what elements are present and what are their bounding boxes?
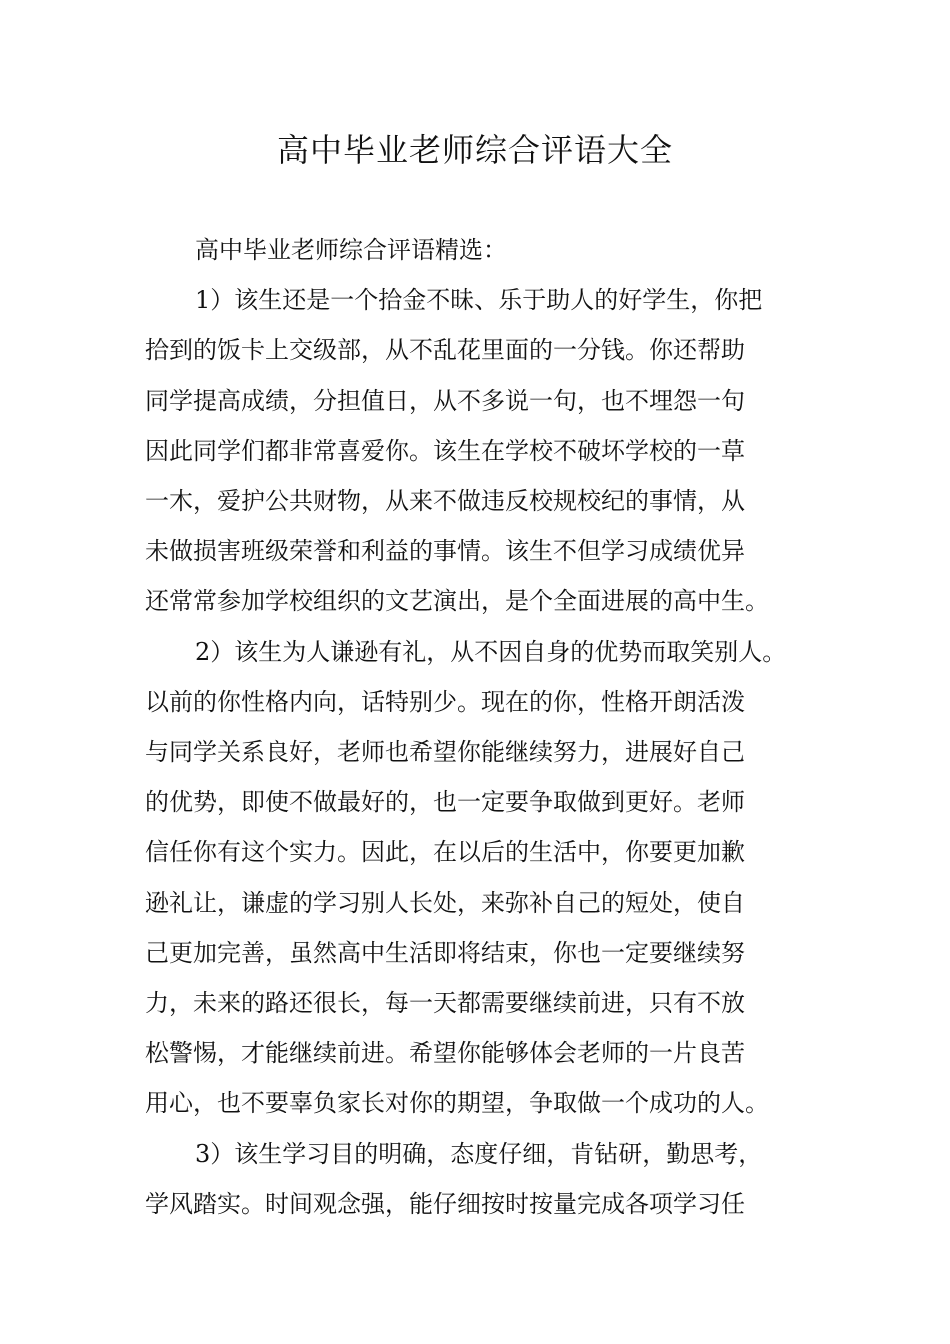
text-line: 与同学关系良好，老师也希望你能继续努力，进展好自己 — [145, 738, 745, 767]
page-title: 高中毕业老师综合评语大全 — [276, 131, 673, 169]
paragraph-2 — [145, 627, 825, 1129]
text-line: 1）该生还是一个拾金不昧、乐于助人的好学生，你把 — [195, 286, 763, 315]
text-line: 2）该生为人谦逊有礼，从不因自身的优势而取笑别人。 — [195, 637, 787, 666]
text-line: 力，未来的路还很长，每一天都需要继续前进，只有不放 — [145, 989, 745, 1018]
text-line: 拾到的饭卡上交级部，从不乱花里面的一分钱。你还帮助 — [145, 336, 745, 365]
text-line: 逊礼让，谦虚的学习别人长处，来弥补自己的短处，使自 — [145, 888, 745, 917]
text-line: 己更加完善，虽然高中生活即将结束，你也一定要继续努 — [145, 938, 745, 967]
intro-line: 高中毕业老师综合评语精选： — [195, 236, 507, 264]
text-line: 用心，也不要辜负家长对你的期望，争取做一个成功的人。 — [145, 1089, 769, 1118]
text-line: 因此同学们都非常喜爱你。该生在学校不破坏学校的一草 — [145, 436, 745, 465]
text-line: 松警惕，才能继续前进。希望你能够体会老师的一片良苦 — [145, 1039, 745, 1068]
paragraph-1 — [145, 275, 825, 626]
text-line: 还常常参加学校组织的文艺演出，是个全面进展的高中生。 — [145, 587, 769, 616]
text-line: 的优势，即使不做最好的，也一定要争取做到更好。老师 — [145, 788, 745, 817]
text-line: 以前的你性格内向，话特别少。现在的你，性格开朗活泼 — [145, 687, 745, 716]
text-line: 学风踏实。时间观念强，能仔细按时按量完成各项学习任 — [145, 1189, 745, 1218]
text-line: 3）该生学习目的明确，态度仔细，肯钻研，勤思考， — [195, 1139, 763, 1168]
text-line: 信任你有这个实力。因此，在以后的生活中，你要更加歉 — [145, 838, 745, 867]
text-line: 同学提高成绩，分担值日，从不多说一句，也不埋怨一句 — [145, 386, 745, 415]
text-line: 未做损害班级荣誉和利益的事情。该生不但学习成绩优异 — [145, 537, 745, 566]
text-line: 一木，爱护公共财物，从来不做违反校规校纪的事情，从 — [145, 487, 745, 516]
paragraph-3 — [145, 1129, 825, 1229]
document-body — [145, 225, 825, 1229]
